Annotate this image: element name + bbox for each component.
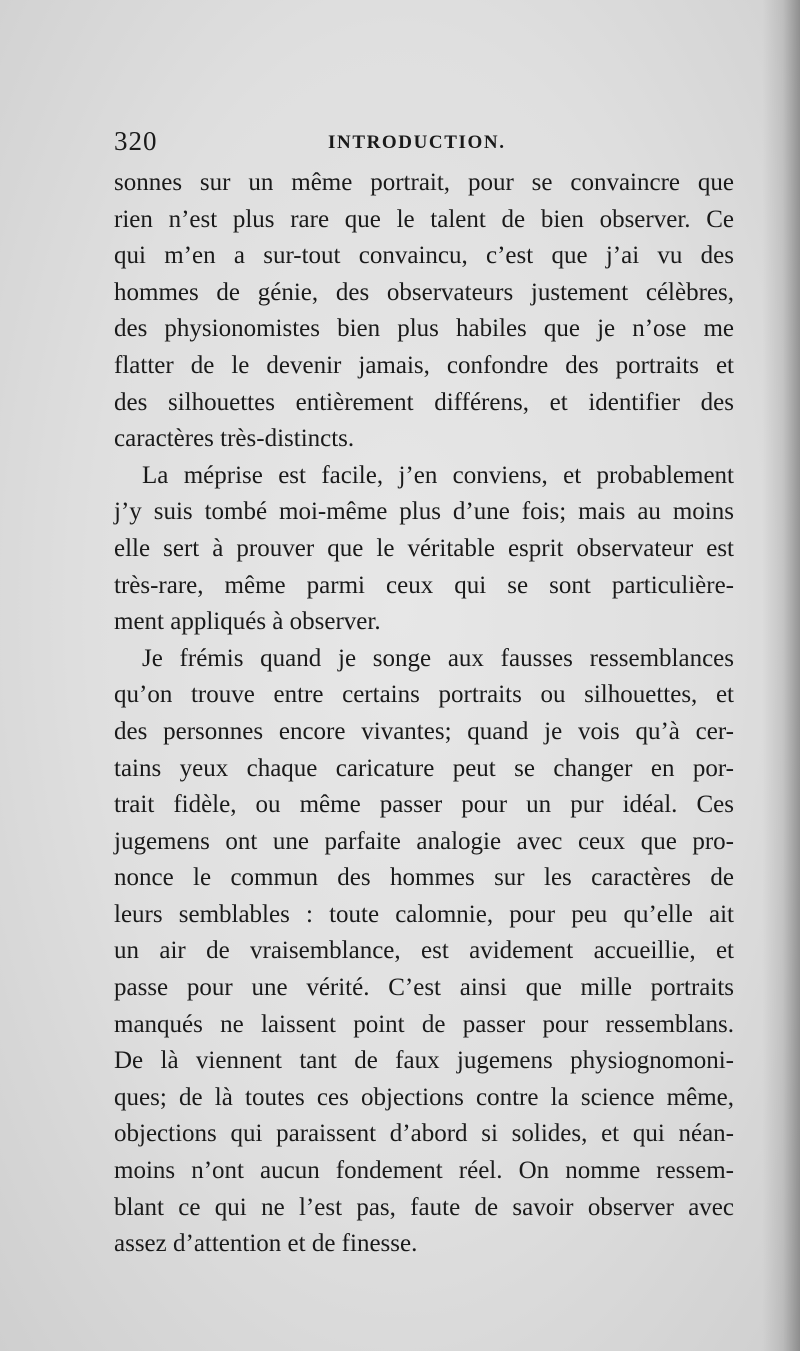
text-line: sonnes sur un même portrait, pour se convaincre que [114, 169, 734, 196]
text-line: ques; de là toutes ces objections contre la science même, [114, 1083, 734, 1111]
text-line: j’y suis tombé moi-même plus d’une fois; mais au moins [114, 498, 734, 526]
text-line: jugemens ont une parfaite analogie avec ceux que pro- [114, 827, 734, 855]
text-line: des silhouettes entièrement différens, et identifier des [114, 388, 734, 416]
text-line: qui m’en a sur-tout convaincu, c’est que j’ai vu des [114, 242, 734, 270]
text-line: tains yeux chaque caricature peut se changer en por- [114, 754, 734, 782]
text-line: trait fidèle, ou même passer pour un pur idéal. Ces [114, 791, 734, 819]
text-line: très-rare, même parmi ceux qui se sont particulière- [114, 571, 734, 599]
text-line: nonce le commun des hommes sur les caractères de [114, 864, 734, 892]
text-line: rien n’est plus rare que le talent de bien observer. Ce [114, 205, 734, 233]
text-line: hommes de génie, des observateurs justement célèbres, [114, 278, 734, 306]
text-line: blant ce qui ne l’est pas, faute de savoir observer avec [114, 1193, 734, 1221]
body-text [114, 165, 734, 1263]
text-line: Je frémis quand je songe aux fausses ressemblances [142, 644, 734, 672]
text-line: passe pour une vérité. C’est ainsi que mille portraits [114, 974, 734, 1002]
page-edge-shadow [762, 0, 800, 1351]
text-line: moins n’ont aucun fondement réel. On nomme ressem- [114, 1157, 734, 1185]
text-line: De là viennent tant de faux jugemens physiognomoni- [114, 1047, 734, 1075]
text-line: ment appliqués à observer. [114, 608, 381, 636]
text-line: flatter de le devenir jamais, confondre des portraits et [114, 351, 734, 379]
text-line: des personnes encore vivantes; quand je vois qu’à cer- [114, 717, 734, 745]
page-header [114, 126, 726, 160]
text-line: des physionomistes bien plus habiles que je n’ose me [114, 315, 734, 343]
running-head: INTRODUCTION. [328, 132, 506, 153]
text-line: assez d’attention et de finesse. [114, 1230, 418, 1258]
text-line: objections qui paraissent d’abord si solides, et qui néan- [114, 1120, 734, 1148]
text-line: leurs semblables : toute calomnie, pour peu qu’elle ait [114, 900, 734, 928]
text-line: manqués ne laissent point de passer pour ressemblans. [114, 1010, 734, 1038]
text-line: un air de vraisemblance, est avidement accueillie, et [114, 937, 734, 965]
text-line: qu’on trouve entre certains portraits ou silhouettes, et [114, 681, 734, 709]
text-line: elle sert à prouver que le véritable esprit observateur est [114, 534, 734, 562]
text-line: La méprise est facile, j’en conviens, et probablement [142, 461, 734, 489]
text-line: caractères très-distincts. [114, 425, 355, 453]
page-number: 320 [114, 126, 158, 156]
